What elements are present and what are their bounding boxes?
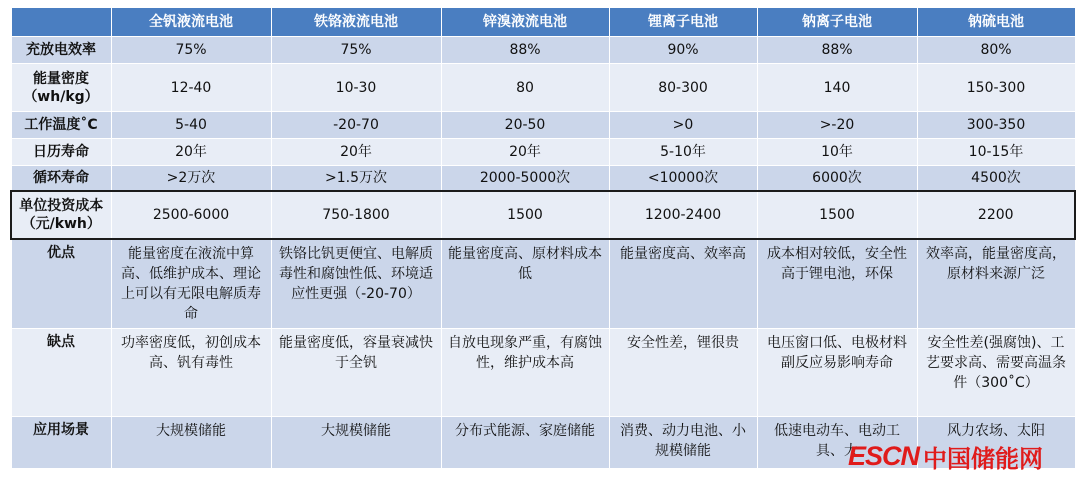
table-cell: 80% [917, 37, 1075, 64]
header-lithium-ion: 锂离子电池 [609, 8, 757, 37]
table-cell: 功率密度低，初创成本高、钒有毒性 [111, 328, 271, 416]
table-cell: -20-70 [271, 112, 441, 139]
table-cell: 5-40 [111, 112, 271, 139]
watermark-brand: ESCN [848, 440, 920, 471]
table-cell: 88% [757, 37, 917, 64]
row-label: 缺点 [11, 328, 111, 416]
table-cell: 6000次 [757, 166, 917, 191]
table-cell: 低速电动车、电动工具、大 [757, 416, 917, 468]
table-cell: 大规模储能 [271, 416, 441, 468]
table-cell: 1500 [441, 191, 609, 239]
row-label: 单位投资成本（元/kwh） [11, 191, 111, 239]
battery-comparison-table [10, 7, 1076, 469]
table-cell: 能量密度在液流中算高、低维护成本、理论上可以有无限电解质寿命 [111, 239, 271, 329]
table-cell: 300-350 [917, 112, 1075, 139]
table-cell: 2500-6000 [111, 191, 271, 239]
table-cell: 10年 [757, 139, 917, 166]
table-cell: >-20 [757, 112, 917, 139]
table-cell: 75% [271, 37, 441, 64]
table-cell: 安全性差(强腐蚀)、工艺要求高、需要高温条件（300˚C） [917, 328, 1075, 416]
row-label: 循环寿命 [11, 166, 111, 191]
table-cell: 20年 [111, 139, 271, 166]
row-cycle-life [11, 166, 1075, 191]
table-cell: 能量密度低，容量衰减快于全钒 [271, 328, 441, 416]
table-cell: 20年 [271, 139, 441, 166]
table-cell: 大规模储能 [111, 416, 271, 468]
table-cell: 分布式能源、家庭储能 [441, 416, 609, 468]
table-cell: 消费、动力电池、小规模储能 [609, 416, 757, 468]
table-cell: 90% [609, 37, 757, 64]
table-cell: 5-10年 [609, 139, 757, 166]
table-cell: 2200 [917, 191, 1075, 239]
header-sodium-ion: 钠离子电池 [757, 8, 917, 37]
table-cell: 12-40 [111, 64, 271, 112]
row-label: 工作温度˚C [11, 112, 111, 139]
table-cell: 1200-2400 [609, 191, 757, 239]
table-cell: 2000-5000次 [441, 166, 609, 191]
table-cell: 成本相对较低，安全性高于锂电池，环保 [757, 239, 917, 329]
table-cell: 150-300 [917, 64, 1075, 112]
row-label: 日历寿命 [11, 139, 111, 166]
table-cell: 电压窗口低、电极材料副反应易影响寿命 [757, 328, 917, 416]
row-energy-density [11, 64, 1075, 112]
table-cell: >2万次 [111, 166, 271, 191]
row-disadvantages [11, 328, 1075, 416]
table-cell: 80-300 [609, 64, 757, 112]
header-vanadium-flow: 全钒液流电池 [111, 8, 271, 37]
header-corner-cell [11, 8, 111, 37]
row-efficiency [11, 37, 1075, 64]
row-advantages [11, 239, 1075, 329]
table-cell: 能量密度高、效率高 [609, 239, 757, 329]
row-operating-temperature [11, 112, 1075, 139]
header-zinc-bromine-flow: 锌溴液流电池 [441, 8, 609, 37]
table-cell: 20年 [441, 139, 609, 166]
table-cell: 铁铬比钒更便宜、电解质毒性和腐蚀性低、环境适应性更强（-20-70） [271, 239, 441, 329]
row-investment-cost [11, 191, 1075, 239]
table-cell: >1.5万次 [271, 166, 441, 191]
table-cell: 140 [757, 64, 917, 112]
row-label: 充放电效率 [11, 37, 111, 64]
table-cell: 风力农场、太阳 [917, 416, 1075, 468]
table-cell: >0 [609, 112, 757, 139]
table-cell: 1500 [757, 191, 917, 239]
table-cell: 75% [111, 37, 271, 64]
table-cell: 能量密度高、原材料成本低 [441, 239, 609, 329]
table-cell: 20-50 [441, 112, 609, 139]
header-row [11, 8, 1075, 37]
row-applications [11, 416, 1075, 468]
table-cell: 效率高，能量密度高，原材料来源广泛 [917, 239, 1075, 329]
table-cell: 10-15年 [917, 139, 1075, 166]
header-iron-chromium-flow: 铁铬液流电池 [271, 8, 441, 37]
watermark-name: 中国储能网 [923, 444, 1044, 473]
table-cell: 88% [441, 37, 609, 64]
table-cell: 4500次 [917, 166, 1075, 191]
row-label: 能量密度（wh/kg） [11, 64, 111, 112]
row-calendar-life [11, 139, 1075, 166]
header-sodium-sulfur: 钠硫电池 [917, 8, 1075, 37]
row-label: 优点 [11, 239, 111, 329]
table-cell: 安全性差，锂很贵 [609, 328, 757, 416]
row-label: 应用场景 [11, 416, 111, 468]
table-cell: 80 [441, 64, 609, 112]
table-cell: 10-30 [271, 64, 441, 112]
table-cell: 750-1800 [271, 191, 441, 239]
table-cell: 自放电现象严重，有腐蚀性，维护成本高 [441, 328, 609, 416]
table-cell: <10000次 [609, 166, 757, 191]
